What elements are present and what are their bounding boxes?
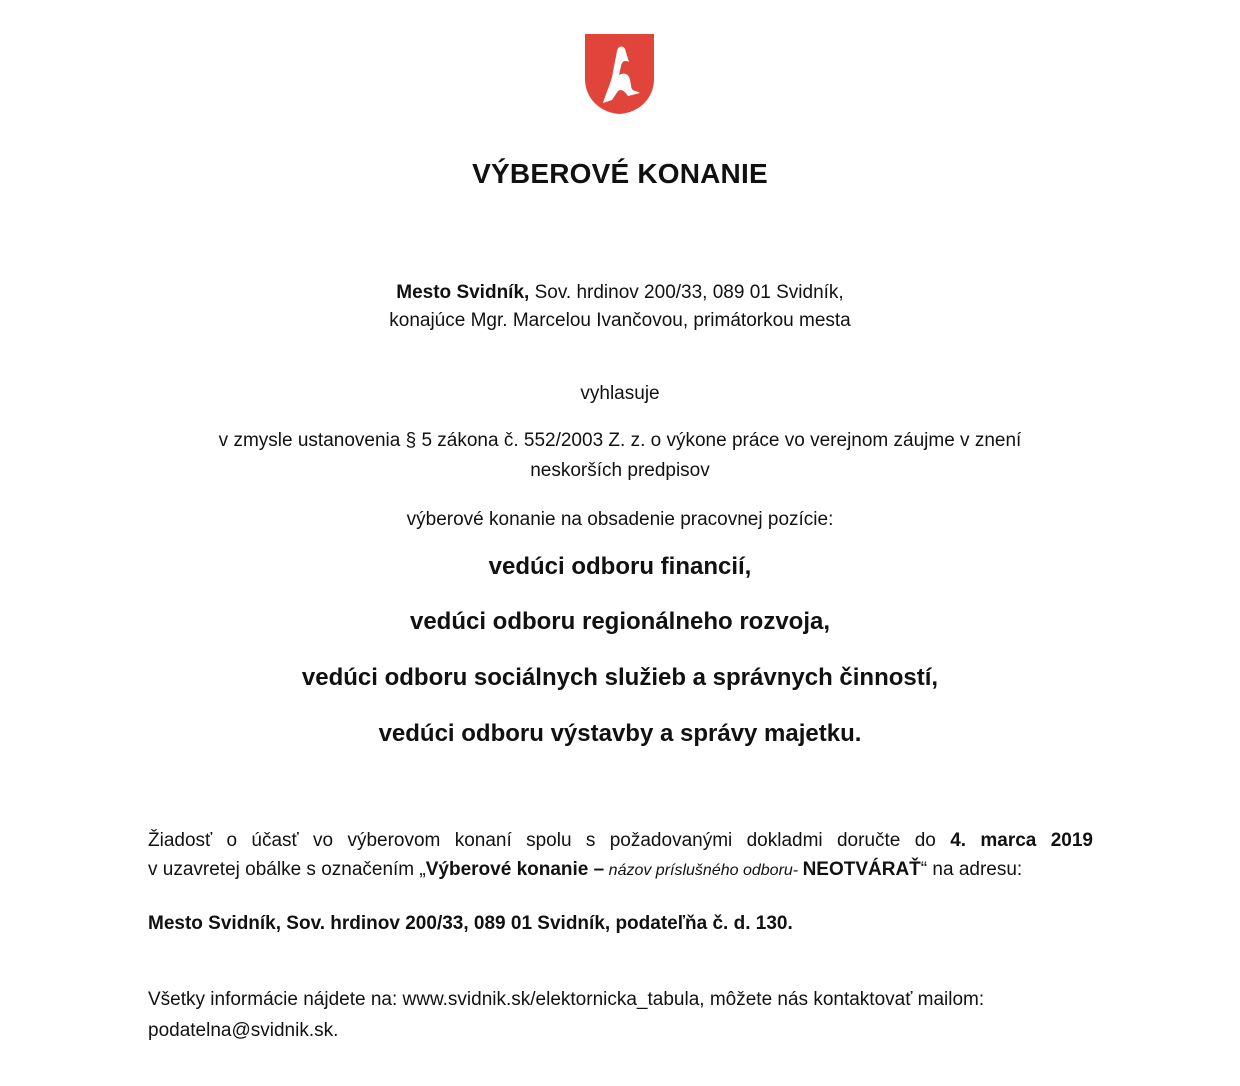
position-item: vedúci odboru financií, bbox=[488, 553, 752, 580]
legal-basis-line-2: neskorších predpisov bbox=[530, 460, 710, 481]
announcement-intro: výberové konanie na obsadenie pracovnej pozície: bbox=[406, 509, 834, 530]
envelope-dept: názov príslušného odboru- bbox=[604, 862, 803, 879]
issuer-name: Mesto Svidník, bbox=[396, 282, 530, 303]
issuer-address: Sov. hrdinov 200/33, 089 01 Svidník, bbox=[529, 282, 844, 303]
envelope-label: Výberové konanie – bbox=[425, 859, 605, 880]
submission-line-1 bbox=[148, 826, 1093, 855]
legal-basis-line-1: v zmysle ustanovenia § 5 zákona č. 552/2003 Z. z. o výkone práce vo verejnom záujme v znení bbox=[218, 430, 1022, 451]
submission-text-2: v uzavretej obálke s označením „ bbox=[148, 859, 426, 880]
page-title: VÝBEROVÉ KONANIE bbox=[472, 158, 768, 189]
submission-text-1: Žiadosť o účasť vo výberovom konaní spolu s požadovanými dokladmi doručte do bbox=[148, 830, 951, 851]
announcement-verb: vyhlasuje bbox=[580, 383, 660, 404]
position-item: vedúci odboru regionálneho rozvoja, bbox=[409, 608, 831, 635]
issuer-representative: konajúce Mgr. Marcelou Ivančovou, primátorkou mesta bbox=[389, 310, 851, 331]
submission-paragraph bbox=[148, 826, 1093, 885]
issuer-line bbox=[0, 279, 1240, 307]
contact-line-2: podatelna@svidnik.sk. bbox=[148, 1020, 339, 1041]
contact-paragraph bbox=[148, 984, 1093, 1046]
position-item: vedúci odboru výstavby a správy majetku. bbox=[378, 720, 862, 747]
contact-line-1: Všetky informácie nájdete na: www.svidnik.sk/elektornicka_tabula, môžete nás kontaktovať mailom: bbox=[148, 989, 985, 1010]
submission-deadline: 4. marca 2019 bbox=[950, 830, 1093, 851]
submission-address: Mesto Svidník, Sov. hrdinov 200/33, 089 01 Svidník, podateľňa č. d. 130. bbox=[148, 913, 793, 934]
svidnik-coat-of-arms-icon bbox=[584, 33, 655, 115]
envelope-warning: NEOTVÁRAŤ bbox=[802, 859, 921, 880]
submission-line-2 bbox=[148, 855, 1093, 885]
submission-text-3: “ na adresu: bbox=[920, 859, 1023, 880]
position-item: vedúci odboru sociálnych služieb a správnych činností, bbox=[301, 664, 939, 691]
